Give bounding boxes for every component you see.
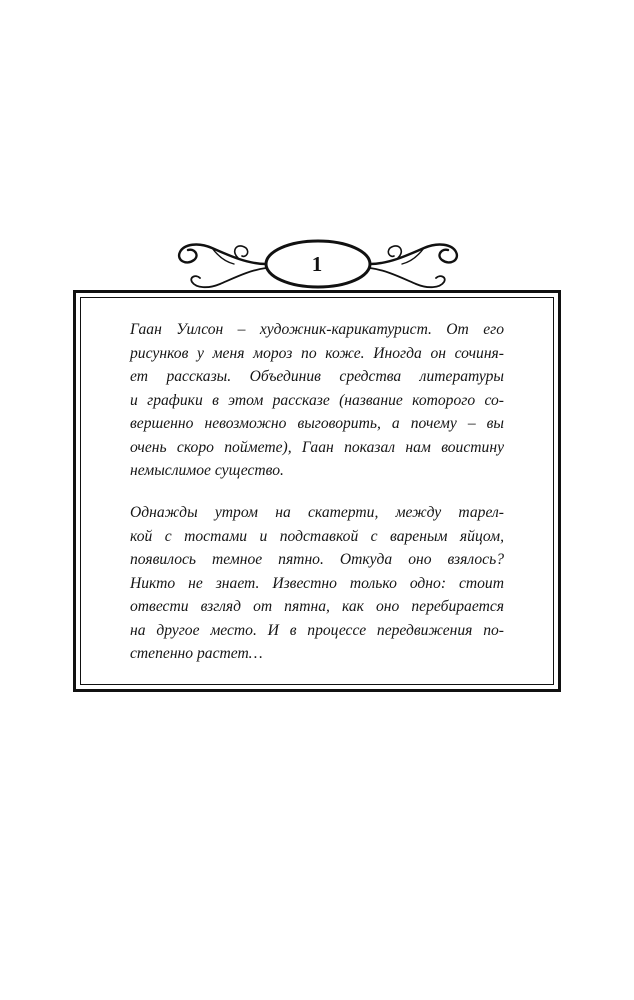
synopsis-line: степенно растет… <box>130 645 263 662</box>
intro-line: вершенно невозможно выговорить, а почему – вы <box>130 415 504 432</box>
synopsis-line: на другое место. И в процессе передвижения по- <box>130 621 504 639</box>
chapter-number: 1 <box>311 252 323 276</box>
intro-line: ет рассказы. Объединив средства литературы <box>130 368 504 385</box>
intro-line: очень скоро поймете), Гаан показал нам воистину <box>130 438 504 456</box>
intro-line: Гаан Уилсон – художник-карикатурист. От его <box>130 321 504 338</box>
intro-line: и графики в этом рассказе (название которого со- <box>130 391 504 409</box>
synopsis-line: Однажды утром на скатерти, между тарел- <box>130 504 504 521</box>
synopsis-line: Никто не знает. Известно только одно: стоит <box>130 574 504 592</box>
synopsis-line: кой с тостами и подставкой с вареным яйцом, <box>130 527 504 545</box>
intro-paragraph <box>130 318 504 483</box>
synopsis-paragraph <box>130 501 504 666</box>
synopsis-line: появилось темное пятно. Откуда оно взялось? <box>130 551 504 568</box>
intro-line: рисунков у меня мороз по коже. Иногда он сочиня- <box>130 344 504 362</box>
synopsis-line: отвести взгляд от пятна, как оно перебирается <box>130 598 504 615</box>
intro-line: немыслимое существо. <box>130 462 284 479</box>
